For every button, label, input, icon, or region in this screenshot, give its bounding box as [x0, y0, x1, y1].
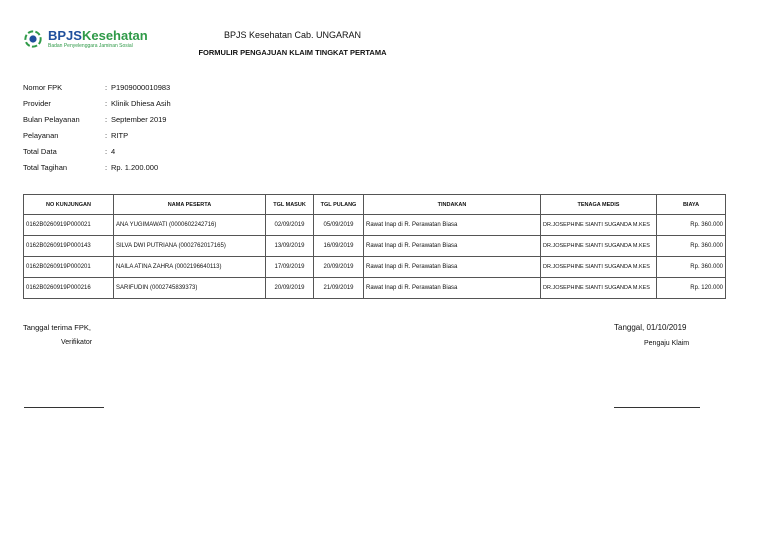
signature-line-pengaju: [614, 407, 700, 408]
cell-tindakan: Rawat Inap di R. Perawatan Biasa: [364, 257, 541, 278]
info-value: RITP: [111, 130, 129, 140]
cell-tindakan: Rawat Inap di R. Perawatan Biasa: [364, 278, 541, 299]
info-separator: :: [105, 130, 108, 140]
verifikator-label: Verifikator: [61, 339, 93, 346]
info-row-nomor-fpk: [23, 79, 171, 95]
column-header-no-kunjungan: NO KUNJUNGAN: [24, 195, 114, 215]
table-row: [24, 278, 726, 299]
logo-brand: [48, 29, 148, 42]
info-row-total-tagihan: [23, 159, 171, 175]
pengaju-klaim-label: Pengaju Klaim: [644, 340, 690, 347]
info-value: P1909000010983: [111, 82, 171, 92]
cell-nama-peserta: ANA YUGIMAWATI (0000602242716): [114, 215, 266, 236]
info-value: September 2019: [111, 114, 167, 124]
form-title: FORMULIR PENGAJUAN KLAIM TINGKAT PERTAMA: [198, 48, 387, 57]
cell-nama-peserta: SILVA DWI PUTRIANA (0002762017165): [114, 236, 266, 257]
cell-tindakan: Rawat Inap di R. Perawatan Biasa: [364, 215, 541, 236]
info-value: Klinik Dhiesa Asih: [111, 98, 171, 108]
logo-tagline: Badan Penyelenggara Jaminan Sosial: [48, 43, 133, 49]
cell-no-kunjungan: 0162B0260919P000201: [24, 257, 114, 278]
column-header-tgl-pulang: TGL PULANG: [314, 195, 364, 215]
info-value: 4: [111, 146, 116, 156]
info-separator: :: [105, 82, 108, 92]
cell-tgl-pulang: 16/09/2019: [314, 236, 364, 257]
cell-nama-peserta: SARIFUDIN (0002745839373): [114, 278, 266, 299]
cell-biaya: Rp. 120.000: [657, 278, 726, 299]
cell-biaya: Rp. 360.000: [657, 236, 726, 257]
info-row-pelayanan: [23, 127, 171, 143]
cell-tindakan: Rawat Inap di R. Perawatan Biasa: [364, 236, 541, 257]
info-separator: :: [105, 114, 108, 124]
claim-info: [23, 79, 171, 175]
cell-tgl-masuk: 02/09/2019: [266, 215, 314, 236]
cell-tgl-masuk: 20/09/2019: [266, 278, 314, 299]
column-header-tindakan: TINDAKAN: [364, 195, 541, 215]
info-label: Bulan Pelayanan: [23, 114, 80, 124]
cell-tenaga-medis: DR.JOSEPHINE SIANTI SUGANDA M.KES: [541, 236, 657, 257]
info-row-total-data: [23, 143, 171, 159]
cell-tgl-pulang: 05/09/2019: [314, 215, 364, 236]
tanggal-terima-label: Tanggal terima FPK,: [23, 323, 91, 332]
cell-tgl-pulang: 21/09/2019: [314, 278, 364, 299]
cell-tenaga-medis: DR.JOSEPHINE SIANTI SUGANDA M.KES: [541, 278, 657, 299]
table-row: [24, 257, 726, 278]
table-row: [24, 236, 726, 257]
cell-tenaga-medis: DR.JOSEPHINE SIANTI SUGANDA M.KES: [541, 257, 657, 278]
info-value: Rp. 1.200.000: [111, 162, 159, 172]
info-label: Provider: [23, 98, 51, 108]
column-header-tenaga-medis: TENAGA MEDIS: [541, 195, 657, 215]
info-label: Pelayanan: [23, 130, 59, 140]
logo-brand-part2: Kesehatan: [81, 28, 148, 43]
cell-nama-peserta: NAILA ATINA ZAHRA (0002196640113): [114, 257, 266, 278]
cell-biaya: Rp. 360.000: [657, 215, 726, 236]
bpjs-logo: [24, 29, 148, 49]
info-separator: :: [105, 146, 108, 156]
column-header-nama-peserta: NAMA PESERTA: [114, 195, 266, 215]
bpjs-emblem-icon: [24, 30, 42, 48]
cell-tgl-masuk: 17/09/2019: [266, 257, 314, 278]
info-separator: :: [105, 162, 108, 172]
cell-tenaga-medis: DR.JOSEPHINE SIANTI SUGANDA M.KES: [541, 215, 657, 236]
info-label: Total Tagihan: [23, 162, 68, 172]
info-row-bulan-pelayanan: [23, 111, 171, 127]
cell-no-kunjungan: 0162B0260919P000021: [24, 215, 114, 236]
info-separator: :: [105, 98, 108, 108]
info-row-provider: [23, 95, 171, 111]
cell-tgl-pulang: 20/09/2019: [314, 257, 364, 278]
table-row: [24, 215, 726, 236]
claims-table: [23, 194, 726, 299]
cell-tgl-masuk: 13/09/2019: [266, 236, 314, 257]
signature-line-verifikator: [24, 407, 104, 408]
cell-no-kunjungan: 0162B0260919P000216: [24, 278, 114, 299]
tanggal-pengajuan-label: Tanggal, 01/10/2019: [614, 323, 687, 332]
column-header-biaya: BIAYA: [657, 195, 726, 215]
table-header-row: [24, 195, 726, 215]
info-label: Total Data: [23, 146, 57, 156]
cell-no-kunjungan: 0162B0260919P000143: [24, 236, 114, 257]
column-header-tgl-masuk: TGL MASUK: [266, 195, 314, 215]
info-label: Nomor FPK: [23, 82, 63, 92]
office-title: BPJS Kesehatan Cab. UNGARAN: [223, 30, 362, 40]
cell-biaya: Rp. 360.000: [657, 257, 726, 278]
logo-brand-part1: BPJS: [48, 28, 82, 43]
